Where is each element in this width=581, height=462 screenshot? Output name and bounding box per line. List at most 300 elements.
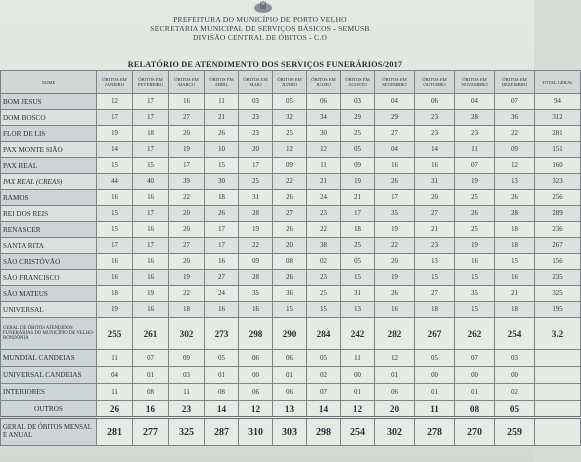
funeral-home-row	[1, 158, 581, 174]
month-value-cell: 20	[169, 222, 205, 238]
month-value-cell: 278	[415, 418, 455, 446]
month-value-cell: 19	[133, 286, 169, 302]
month-value-cell: 18	[205, 190, 239, 206]
month-value-cell: 11	[341, 350, 375, 367]
month-value-cell: 18	[495, 238, 535, 254]
total-cell: 236	[535, 222, 581, 238]
row-label: INTERIORES	[1, 384, 97, 401]
extra-row	[1, 367, 581, 384]
month-value-cell: 18	[415, 302, 455, 318]
month-value-cell: 284	[307, 318, 341, 350]
month-value-cell: 15	[97, 158, 133, 174]
month-value-cell: 14	[97, 142, 133, 158]
month-value-cell: 16	[205, 302, 239, 318]
month-value-cell: 02	[307, 254, 341, 270]
month-value-cell: 00	[455, 367, 495, 384]
month-value-cell: 15	[273, 302, 307, 318]
month-value-cell: 17	[133, 110, 169, 126]
month-value-cell: 302	[375, 418, 415, 446]
grand-total-row	[1, 418, 581, 446]
month-value-cell: 15	[97, 206, 133, 222]
month-value-cell: 20	[169, 206, 205, 222]
month-value-cell: 05	[415, 350, 455, 367]
month-value-cell: 26	[375, 286, 415, 302]
row-label: PAX REAL	[1, 158, 97, 174]
month-value-cell: 11	[169, 384, 205, 401]
funeral-home-row	[1, 302, 581, 318]
total-cell: 3.2	[535, 318, 581, 350]
column-header: ÓBITOS EM ABRIL	[205, 71, 239, 94]
month-value-cell: 23	[169, 401, 205, 418]
month-value-cell: 259	[495, 418, 535, 446]
total-cell: 160	[535, 158, 581, 174]
month-value-cell: 16	[415, 158, 455, 174]
month-value-cell: 17	[205, 238, 239, 254]
column-header: ÓBITOS EM MARÇO	[169, 71, 205, 94]
month-value-cell: 16	[205, 254, 239, 270]
funeral-home-row	[1, 238, 581, 254]
header-line-2: SECRETARIA MUNICIPAL DE SERVIÇOS BÁSICOS - SEMUSB	[150, 24, 370, 33]
total-cell: 312	[535, 110, 581, 126]
month-value-cell: 16	[97, 254, 133, 270]
month-value-cell: 18	[169, 302, 205, 318]
funeral-home-row	[1, 142, 581, 158]
row-label: REI DOS REIS	[1, 206, 97, 222]
month-value-cell: 32	[273, 110, 307, 126]
row-label: RAMOS	[1, 190, 97, 206]
total-cell: 256	[535, 190, 581, 206]
total-cell: 156	[535, 254, 581, 270]
month-value-cell: 35	[239, 286, 273, 302]
month-value-cell: 16	[239, 302, 273, 318]
month-value-cell: 17	[133, 238, 169, 254]
month-value-cell: 34	[307, 110, 341, 126]
month-value-cell: 09	[273, 158, 307, 174]
month-value-cell: 13	[273, 401, 307, 418]
month-value-cell: 16	[97, 270, 133, 286]
month-value-cell: 01	[205, 367, 239, 384]
month-value-cell: 29	[375, 110, 415, 126]
month-value-cell: 17	[133, 94, 169, 110]
month-value-cell: 06	[273, 350, 307, 367]
month-value-cell: 03	[495, 350, 535, 367]
month-value-cell: 16	[133, 401, 169, 418]
month-value-cell: 281	[97, 418, 133, 446]
month-value-cell: 15	[133, 158, 169, 174]
month-value-cell: 20	[169, 126, 205, 142]
month-value-cell: 26	[273, 190, 307, 206]
month-value-cell: 16	[133, 222, 169, 238]
month-value-cell: 26	[495, 190, 535, 206]
month-value-cell: 273	[205, 318, 239, 350]
column-header: ÓBITOS EM JUNHO	[273, 71, 307, 94]
month-value-cell: 26	[455, 206, 495, 222]
month-value-cell: 24	[307, 190, 341, 206]
column-header: ÓBITOS EM OUTUBRO	[415, 71, 455, 94]
month-value-cell: 10	[205, 142, 239, 158]
month-value-cell: 11	[307, 158, 341, 174]
total-cell: 281	[535, 126, 581, 142]
month-value-cell: 21	[341, 190, 375, 206]
total-cell: 94	[535, 94, 581, 110]
funeral-home-row	[1, 110, 581, 126]
month-value-cell: 38	[307, 238, 341, 254]
funeral-home-row	[1, 270, 581, 286]
month-value-cell: 12	[307, 142, 341, 158]
month-value-cell: 08	[133, 384, 169, 401]
month-value-cell: 16	[133, 302, 169, 318]
month-value-cell: 23	[415, 110, 455, 126]
month-value-cell: 31	[341, 286, 375, 302]
month-value-cell: 08	[273, 254, 307, 270]
column-header: ÓBITOS EM JULHO	[307, 71, 341, 94]
funeral-home-row	[1, 174, 581, 190]
month-value-cell: 01	[273, 367, 307, 384]
month-value-cell: 27	[169, 110, 205, 126]
total-cell	[535, 350, 581, 367]
total-cell: 289	[535, 206, 581, 222]
month-value-cell: 01	[455, 384, 495, 401]
month-value-cell: 27	[205, 270, 239, 286]
month-value-cell: 20	[273, 238, 307, 254]
header-line-3: DIVISÃO CENTRAL DE ÓBITOS - C.O	[192, 33, 328, 42]
month-value-cell: 20	[415, 190, 455, 206]
month-value-cell: 11	[97, 384, 133, 401]
month-value-cell: 07	[133, 350, 169, 367]
month-value-cell: 26	[273, 270, 307, 286]
month-value-cell: 11	[205, 94, 239, 110]
month-value-cell: 18	[495, 222, 535, 238]
month-value-cell: 16	[133, 190, 169, 206]
month-value-cell: 22	[273, 174, 307, 190]
month-value-cell: 03	[341, 94, 375, 110]
row-label: PAX REAL (CREAS)	[1, 174, 97, 190]
month-value-cell: 25	[273, 126, 307, 142]
row-label: UNIVERSAL CANDEIAS	[1, 367, 97, 384]
month-value-cell: 02	[495, 384, 535, 401]
month-value-cell: 12	[239, 401, 273, 418]
month-value-cell: 05	[341, 142, 375, 158]
extra-row	[1, 401, 581, 418]
month-value-cell: 28	[239, 270, 273, 286]
month-value-cell: 14	[205, 401, 239, 418]
month-value-cell: 36	[495, 110, 535, 126]
month-value-cell: 30	[307, 126, 341, 142]
row-label: GERAL DE ÓBITOS ATENDIDOS FUNERÁRIAS DO MUNICÍPIO DE VELHO-RONDÔNIA	[1, 318, 97, 350]
month-value-cell: 17	[133, 206, 169, 222]
month-value-cell: 15	[415, 270, 455, 286]
column-header: ÓBITOS EM FEVEREIRO	[133, 71, 169, 94]
total-cell: 195	[535, 302, 581, 318]
month-value-cell: 17	[133, 142, 169, 158]
month-value-cell: 39	[169, 174, 205, 190]
month-value-cell: 298	[239, 318, 273, 350]
month-value-cell: 22	[169, 190, 205, 206]
month-value-cell: 277	[133, 418, 169, 446]
month-value-cell: 02	[307, 367, 341, 384]
column-header: ÓBITOS EM MAIO	[239, 71, 273, 94]
month-value-cell: 26	[375, 174, 415, 190]
header-line-1: PREFEITURA DO MUNICÍPIO DE PORTO VELHO	[173, 15, 347, 24]
month-value-cell: 267	[415, 318, 455, 350]
month-value-cell: 09	[495, 142, 535, 158]
month-value-cell: 11	[97, 350, 133, 367]
month-value-cell: 17	[239, 158, 273, 174]
month-value-cell: 08	[205, 384, 239, 401]
month-value-cell: 16	[375, 302, 415, 318]
document-header	[110, 0, 410, 42]
column-header: ÓBITOS EM NOVEMBRO	[455, 71, 495, 94]
month-value-cell: 23	[415, 126, 455, 142]
month-value-cell: 15	[455, 270, 495, 286]
month-value-cell: 06	[239, 350, 273, 367]
funeral-home-row	[1, 190, 581, 206]
month-value-cell: 16	[455, 254, 495, 270]
month-value-cell: 23	[307, 206, 341, 222]
month-value-cell: 27	[415, 286, 455, 302]
month-value-cell: 19	[97, 302, 133, 318]
funeral-home-row	[1, 286, 581, 302]
month-value-cell: 19	[455, 174, 495, 190]
month-value-cell: 17	[97, 110, 133, 126]
month-value-cell: 242	[341, 318, 375, 350]
total-cell: 151	[535, 142, 581, 158]
row-label: BOM JESUS	[1, 94, 97, 110]
month-value-cell: 25	[341, 238, 375, 254]
month-value-cell: 17	[375, 190, 415, 206]
month-value-cell: 270	[455, 418, 495, 446]
month-value-cell: 287	[205, 418, 239, 446]
month-value-cell: 16	[169, 94, 205, 110]
funeral-services-table	[0, 70, 581, 446]
month-value-cell: 26	[273, 222, 307, 238]
month-value-cell: 298	[307, 418, 341, 446]
month-value-cell: 05	[341, 254, 375, 270]
row-label: UNIVERSAL	[1, 302, 97, 318]
column-header: TOTAL GERAL	[535, 71, 581, 94]
table-header-row	[1, 71, 581, 94]
month-value-cell: 27	[375, 126, 415, 142]
month-value-cell: 261	[133, 318, 169, 350]
month-value-cell: 19	[97, 126, 133, 142]
month-value-cell: 303	[273, 418, 307, 446]
month-value-cell: 17	[341, 206, 375, 222]
month-value-cell: 03	[169, 367, 205, 384]
month-value-cell: 18	[133, 126, 169, 142]
month-value-cell: 262	[455, 318, 495, 350]
month-value-cell: 23	[307, 270, 341, 286]
column-header: ÓBITOS EM DEZEMBRO	[495, 71, 535, 94]
column-header: ÓBITOS EM SETEMBRO	[375, 71, 415, 94]
month-value-cell: 22	[307, 222, 341, 238]
month-value-cell: 12	[375, 350, 415, 367]
month-value-cell: 09	[239, 254, 273, 270]
month-value-cell: 26	[205, 206, 239, 222]
total-cell: 235	[535, 270, 581, 286]
month-value-cell: 12	[273, 142, 307, 158]
month-value-cell: 25	[455, 222, 495, 238]
month-value-cell: 17	[97, 238, 133, 254]
month-value-cell: 04	[455, 94, 495, 110]
month-value-cell: 29	[341, 110, 375, 126]
month-value-cell: 16	[133, 270, 169, 286]
total-cell: 325	[535, 286, 581, 302]
month-value-cell: 07	[495, 94, 535, 110]
month-value-cell: 09	[169, 350, 205, 367]
month-value-cell: 00	[341, 367, 375, 384]
month-value-cell: 28	[455, 110, 495, 126]
month-value-cell: 27	[169, 238, 205, 254]
total-cell: 267	[535, 238, 581, 254]
month-value-cell: 28	[495, 206, 535, 222]
month-value-cell: 22	[375, 238, 415, 254]
month-value-cell: 21	[307, 174, 341, 190]
month-value-cell: 19	[375, 222, 415, 238]
month-value-cell: 40	[133, 174, 169, 190]
month-value-cell: 07	[455, 350, 495, 367]
row-label: FLOR DE LIS	[1, 126, 97, 142]
month-value-cell: 17	[205, 222, 239, 238]
month-value-cell: 06	[239, 384, 273, 401]
month-value-cell: 00	[239, 367, 273, 384]
month-value-cell: 19	[455, 238, 495, 254]
month-value-cell: 35	[375, 206, 415, 222]
month-value-cell: 18	[341, 222, 375, 238]
extra-row	[1, 350, 581, 367]
month-value-cell: 20	[375, 401, 415, 418]
month-value-cell: 310	[239, 418, 273, 446]
month-value-cell: 255	[97, 318, 133, 350]
total-cell	[535, 418, 581, 446]
row-label: SÃO FRANCISCO	[1, 270, 97, 286]
month-value-cell: 15	[307, 302, 341, 318]
month-value-cell: 12	[97, 94, 133, 110]
month-value-cell: 13	[415, 254, 455, 270]
month-value-cell: 00	[495, 367, 535, 384]
month-value-cell: 15	[205, 158, 239, 174]
month-value-cell: 25	[455, 190, 495, 206]
column-header: ÓBITOS EM AGOSTO	[341, 71, 375, 94]
row-label: OUTROS	[1, 401, 97, 418]
month-value-cell: 254	[341, 418, 375, 446]
month-value-cell: 19	[239, 222, 273, 238]
month-value-cell: 26	[205, 126, 239, 142]
month-value-cell: 19	[169, 142, 205, 158]
month-value-cell: 20	[169, 254, 205, 270]
month-value-cell: 13	[341, 302, 375, 318]
funeral-home-row	[1, 254, 581, 270]
month-value-cell: 06	[273, 384, 307, 401]
row-label: MUNDIAL CANDEIAS	[1, 350, 97, 367]
total-cell	[535, 401, 581, 418]
month-value-cell: 01	[415, 384, 455, 401]
month-value-cell: 22	[495, 126, 535, 142]
month-value-cell: 12	[341, 401, 375, 418]
report-title: RELATÓRIO DE ATENDIMENTO DOS SERVIÇOS FUNERÁRIOS/2017	[127, 60, 403, 69]
month-value-cell: 21	[415, 222, 455, 238]
month-value-cell: 26	[97, 401, 133, 418]
month-value-cell: 19	[341, 174, 375, 190]
month-value-cell: 22	[239, 238, 273, 254]
month-value-cell: 302	[169, 318, 205, 350]
row-label: RENASCER	[1, 222, 97, 238]
column-header-name: NOME	[1, 71, 97, 94]
month-value-cell: 15	[455, 302, 495, 318]
month-value-cell: 31	[415, 174, 455, 190]
month-value-cell: 12	[495, 158, 535, 174]
month-value-cell: 44	[97, 174, 133, 190]
month-value-cell: 01	[341, 384, 375, 401]
total-cell	[535, 367, 581, 384]
month-value-cell: 23	[415, 238, 455, 254]
month-value-cell: 16	[495, 270, 535, 286]
month-value-cell: 14	[415, 142, 455, 158]
month-value-cell: 15	[97, 222, 133, 238]
month-value-cell: 21	[205, 110, 239, 126]
month-value-cell: 19	[375, 270, 415, 286]
month-value-cell: 254	[495, 318, 535, 350]
month-value-cell: 20	[239, 142, 273, 158]
month-value-cell: 19	[169, 270, 205, 286]
month-value-cell: 16	[97, 190, 133, 206]
month-value-cell: 07	[455, 158, 495, 174]
month-value-cell: 25	[341, 126, 375, 142]
month-value-cell: 01	[133, 367, 169, 384]
month-value-cell: 04	[375, 142, 415, 158]
column-header: ÓBITOS EM JANEIRO	[97, 71, 133, 94]
month-value-cell: 27	[273, 206, 307, 222]
row-label: DOM BOSCO	[1, 110, 97, 126]
month-value-cell: 01	[375, 367, 415, 384]
month-value-cell: 16	[375, 158, 415, 174]
row-label: SANTA RITA	[1, 238, 97, 254]
month-value-cell: 27	[415, 206, 455, 222]
row-label: SÃO MATEUS	[1, 286, 97, 302]
month-value-cell: 15	[495, 254, 535, 270]
month-value-cell: 00	[415, 367, 455, 384]
month-value-cell: 05	[307, 350, 341, 367]
row-label: GERAL DE ÓBITOS MENSAL E ANUAL	[1, 418, 97, 446]
month-value-cell: 11	[455, 142, 495, 158]
total-cell	[535, 384, 581, 401]
month-value-cell: 25	[239, 174, 273, 190]
month-value-cell: 17	[169, 158, 205, 174]
funeral-home-row	[1, 222, 581, 238]
month-value-cell: 325	[169, 418, 205, 446]
month-value-cell: 11	[415, 401, 455, 418]
month-value-cell: 05	[205, 350, 239, 367]
month-value-cell: 04	[97, 367, 133, 384]
extra-row	[1, 384, 581, 401]
month-value-cell: 05	[495, 401, 535, 418]
month-value-cell: 06	[415, 94, 455, 110]
month-value-cell: 30	[205, 174, 239, 190]
month-value-cell: 36	[273, 286, 307, 302]
month-value-cell: 31	[239, 190, 273, 206]
month-value-cell: 23	[455, 126, 495, 142]
month-value-cell: 21	[495, 286, 535, 302]
month-value-cell: 22	[169, 286, 205, 302]
month-value-cell: 05	[273, 94, 307, 110]
month-value-cell: 16	[133, 254, 169, 270]
month-value-cell: 28	[239, 206, 273, 222]
month-value-cell: 18	[97, 286, 133, 302]
month-value-cell: 23	[239, 110, 273, 126]
row-label: SÃO CRISTÓVÃO	[1, 254, 97, 270]
month-value-cell: 24	[205, 286, 239, 302]
month-value-cell: 23	[239, 126, 273, 142]
subtotal-row	[1, 318, 581, 350]
